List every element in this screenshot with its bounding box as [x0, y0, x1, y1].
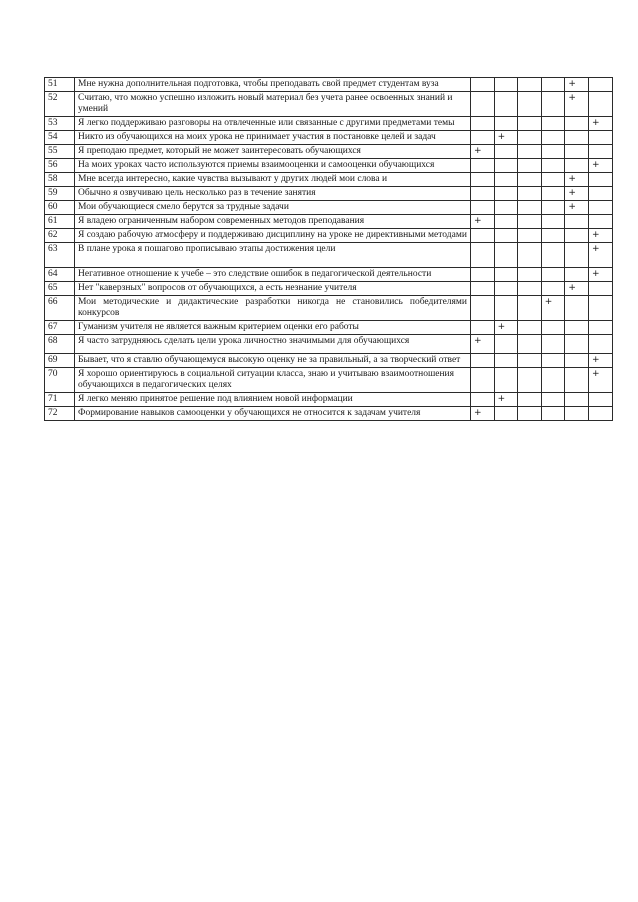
answer-cell-6: [588, 393, 612, 407]
answer-cell-3: [518, 229, 542, 243]
answer-cell-2: +: [494, 131, 518, 145]
answer-cell-3: [518, 92, 542, 117]
answer-cell-5: +: [565, 201, 589, 215]
answer-cell-2: [494, 335, 518, 354]
answer-cell-3: [518, 201, 542, 215]
row-number: 52: [45, 92, 75, 117]
answer-cell-3: [518, 368, 542, 393]
table-row: [45, 92, 613, 117]
answer-cell-4: [541, 159, 565, 173]
answer-cell-6: [588, 131, 612, 145]
row-number: 51: [45, 78, 75, 92]
answer-cell-3: [518, 117, 542, 131]
statement-text: Никто из обучающихся на моих урока не принимает участия в постановке целей и задач: [75, 131, 471, 145]
answer-cell-5: +: [565, 92, 589, 117]
answer-cell-5: [565, 131, 589, 145]
answer-cell-3: [518, 321, 542, 335]
table-row: [45, 229, 613, 243]
answer-cell-1: [471, 282, 495, 296]
table-row: [45, 321, 613, 335]
row-number: 54: [45, 131, 75, 145]
answer-cell-4: [541, 368, 565, 393]
answer-cell-2: [494, 296, 518, 321]
answer-cell-2: [494, 368, 518, 393]
row-number: 68: [45, 335, 75, 354]
answer-cell-5: [565, 268, 589, 282]
answer-cell-5: [565, 243, 589, 268]
answer-cell-4: [541, 131, 565, 145]
table-row: [45, 282, 613, 296]
table-row: [45, 131, 613, 145]
answer-cell-2: [494, 407, 518, 421]
answer-cell-3: [518, 354, 542, 368]
answer-cell-1: +: [471, 145, 495, 159]
answer-cell-2: [494, 78, 518, 92]
row-number: 61: [45, 215, 75, 229]
answer-cell-2: [494, 354, 518, 368]
table-row: [45, 296, 613, 321]
table-row: [45, 159, 613, 173]
row-number: 53: [45, 117, 75, 131]
row-number: 55: [45, 145, 75, 159]
table-row: [45, 268, 613, 282]
answer-cell-3: [518, 243, 542, 268]
row-number: 58: [45, 173, 75, 187]
answer-cell-1: [471, 368, 495, 393]
statement-text: Я преподаю предмет, который не может заинтересовать обучающихся: [75, 145, 471, 159]
answer-cell-5: [565, 354, 589, 368]
answer-cell-6: +: [588, 354, 612, 368]
answer-cell-3: [518, 187, 542, 201]
statement-text: В плане урока я пошагово прописываю этапы достижения цели: [75, 243, 471, 268]
answer-cell-2: [494, 117, 518, 131]
answer-cell-6: [588, 92, 612, 117]
answer-cell-3: [518, 173, 542, 187]
answer-cell-4: +: [541, 296, 565, 321]
answer-cell-1: [471, 268, 495, 282]
row-number: 56: [45, 159, 75, 173]
statement-text: Мои обучающиеся смело берутся за трудные задачи: [75, 201, 471, 215]
answer-cell-4: [541, 282, 565, 296]
row-number: 67: [45, 321, 75, 335]
answer-cell-6: +: [588, 117, 612, 131]
row-number: 65: [45, 282, 75, 296]
answer-cell-5: [565, 145, 589, 159]
answer-cell-4: [541, 173, 565, 187]
answer-cell-2: [494, 268, 518, 282]
answer-cell-6: [588, 215, 612, 229]
answer-cell-1: [471, 229, 495, 243]
answer-cell-3: [518, 393, 542, 407]
table-row: [45, 407, 613, 421]
answer-cell-6: [588, 282, 612, 296]
statement-text: Нет "каверзных" вопросов от обучающихся, а есть незнание учителя: [75, 282, 471, 296]
answer-cell-4: [541, 321, 565, 335]
answer-cell-1: [471, 321, 495, 335]
answer-cell-5: +: [565, 173, 589, 187]
answer-cell-6: [588, 173, 612, 187]
row-number: 70: [45, 368, 75, 393]
answer-cell-4: [541, 393, 565, 407]
statement-text: Я легко поддерживаю разговоры на отвлеченные или связанные с другими предметами темы: [75, 117, 471, 131]
statement-text: Мне всегда интересно, какие чувства вызывают у других людей мои слова и: [75, 173, 471, 187]
answer-cell-5: [565, 117, 589, 131]
answer-cell-1: [471, 354, 495, 368]
table-row: [45, 78, 613, 92]
answer-cell-1: [471, 92, 495, 117]
table-row: [45, 354, 613, 368]
answer-cell-6: [588, 78, 612, 92]
answer-cell-6: +: [588, 159, 612, 173]
table-row: [45, 335, 613, 354]
statement-text: Мне нужна дополнительная подготовка, чтобы преподавать свой предмет студентам вуза: [75, 78, 471, 92]
answer-cell-3: [518, 215, 542, 229]
row-number: 66: [45, 296, 75, 321]
table-row: [45, 243, 613, 268]
answer-cell-6: [588, 145, 612, 159]
answer-cell-4: [541, 407, 565, 421]
answer-cell-1: [471, 296, 495, 321]
answer-cell-2: [494, 173, 518, 187]
row-number: 64: [45, 268, 75, 282]
answer-cell-2: [494, 215, 518, 229]
answer-cell-1: [471, 117, 495, 131]
answer-cell-1: [471, 243, 495, 268]
answer-cell-5: +: [565, 78, 589, 92]
answer-cell-1: +: [471, 215, 495, 229]
answer-cell-4: [541, 117, 565, 131]
statement-text: Я легко меняю принятое решение под влиянием новой информации: [75, 393, 471, 407]
table-row: [45, 368, 613, 393]
answer-cell-6: [588, 335, 612, 354]
statement-text: На моих уроках часто используются приемы взаимооценки и самооценки обучающихся: [75, 159, 471, 173]
answer-cell-4: [541, 92, 565, 117]
statement-text: Формирование навыков самооценки у обучающихся не относится к задачам учителя: [75, 407, 471, 421]
answer-cell-5: [565, 393, 589, 407]
row-number: 62: [45, 229, 75, 243]
answer-cell-3: [518, 78, 542, 92]
statement-text: Обычно я озвучиваю цель несколько раз в течение занятия: [75, 187, 471, 201]
answer-cell-6: +: [588, 268, 612, 282]
answer-cell-3: [518, 282, 542, 296]
answer-cell-2: +: [494, 393, 518, 407]
answer-cell-1: [471, 173, 495, 187]
row-number: 59: [45, 187, 75, 201]
answer-cell-2: [494, 229, 518, 243]
answer-cell-5: [565, 407, 589, 421]
answer-cell-6: [588, 201, 612, 215]
answer-cell-4: [541, 78, 565, 92]
answer-cell-4: [541, 201, 565, 215]
answer-cell-1: [471, 201, 495, 215]
table-row: [45, 215, 613, 229]
answer-cell-5: [565, 159, 589, 173]
statement-text: Бывает, что я ставлю обучающемуся высокую оценку не за правильный, а за творческий ответ: [75, 354, 471, 368]
answer-cell-5: [565, 335, 589, 354]
answer-cell-2: [494, 201, 518, 215]
answer-cell-1: +: [471, 335, 495, 354]
table-row: [45, 173, 613, 187]
answer-cell-2: [494, 159, 518, 173]
statement-text: Считаю, что можно успешно изложить новый материал без учета ранее освоенных знаний и умений: [75, 92, 471, 117]
answer-cell-3: [518, 407, 542, 421]
answer-cell-4: [541, 243, 565, 268]
answer-cell-5: [565, 215, 589, 229]
answer-cell-6: +: [588, 229, 612, 243]
answer-cell-4: [541, 187, 565, 201]
statement-text: Я хорошо ориентируюсь в социальной ситуации класса, знаю и учитываю взаимоотношения обучающихся в педагогических целях: [75, 368, 471, 393]
answer-cell-2: [494, 92, 518, 117]
answer-cell-5: +: [565, 282, 589, 296]
answer-cell-2: [494, 282, 518, 296]
answer-cell-4: [541, 145, 565, 159]
statement-text: Я часто затрудняюсь сделать цели урока личностно значимыми для обучающихся: [75, 335, 471, 354]
answer-cell-4: [541, 268, 565, 282]
answer-cell-6: +: [588, 243, 612, 268]
answer-cell-1: [471, 159, 495, 173]
table-row: [45, 117, 613, 131]
answer-cell-5: [565, 229, 589, 243]
answer-cell-3: [518, 335, 542, 354]
answer-cell-2: [494, 145, 518, 159]
answer-cell-6: +: [588, 368, 612, 393]
answer-cell-2: [494, 187, 518, 201]
table-row: [45, 145, 613, 159]
answer-cell-3: [518, 145, 542, 159]
statement-text: Мои методические и дидактические разработки никогда не становились победителями конкурсов: [75, 296, 471, 321]
answer-cell-2: +: [494, 321, 518, 335]
answer-cell-5: +: [565, 187, 589, 201]
answer-cell-1: [471, 393, 495, 407]
answer-cell-1: [471, 131, 495, 145]
table-row: [45, 187, 613, 201]
table-row: [45, 201, 613, 215]
answer-cell-6: [588, 187, 612, 201]
row-number: 72: [45, 407, 75, 421]
answer-cell-3: [518, 159, 542, 173]
statement-text: Негативное отношение к учебе – это следствие ошибок в педагогической деятельности: [75, 268, 471, 282]
answer-cell-6: [588, 407, 612, 421]
row-number: 69: [45, 354, 75, 368]
answer-cell-5: [565, 296, 589, 321]
answer-cell-6: [588, 321, 612, 335]
answer-cell-4: [541, 229, 565, 243]
answer-cell-1: [471, 78, 495, 92]
answer-cell-1: [471, 187, 495, 201]
answer-cell-3: [518, 268, 542, 282]
statement-text: Гуманизм учителя не является важным критерием оценки его работы: [75, 321, 471, 335]
answer-cell-1: +: [471, 407, 495, 421]
row-number: 71: [45, 393, 75, 407]
answer-cell-2: [494, 243, 518, 268]
row-number: 63: [45, 243, 75, 268]
answer-cell-5: [565, 321, 589, 335]
answer-cell-6: [588, 296, 612, 321]
answer-cell-4: [541, 354, 565, 368]
answer-cell-4: [541, 335, 565, 354]
row-number: 60: [45, 201, 75, 215]
answer-cell-5: [565, 368, 589, 393]
answer-cell-3: [518, 131, 542, 145]
answer-cell-3: [518, 296, 542, 321]
statement-text: Я создаю рабочую атмосферу и поддерживаю дисциплину на уроке не директивными методами: [75, 229, 471, 243]
questionnaire-table: [44, 77, 613, 421]
answer-cell-4: [541, 215, 565, 229]
table-row: [45, 393, 613, 407]
statement-text: Я владею ограниченным набором современных методов преподавания: [75, 215, 471, 229]
